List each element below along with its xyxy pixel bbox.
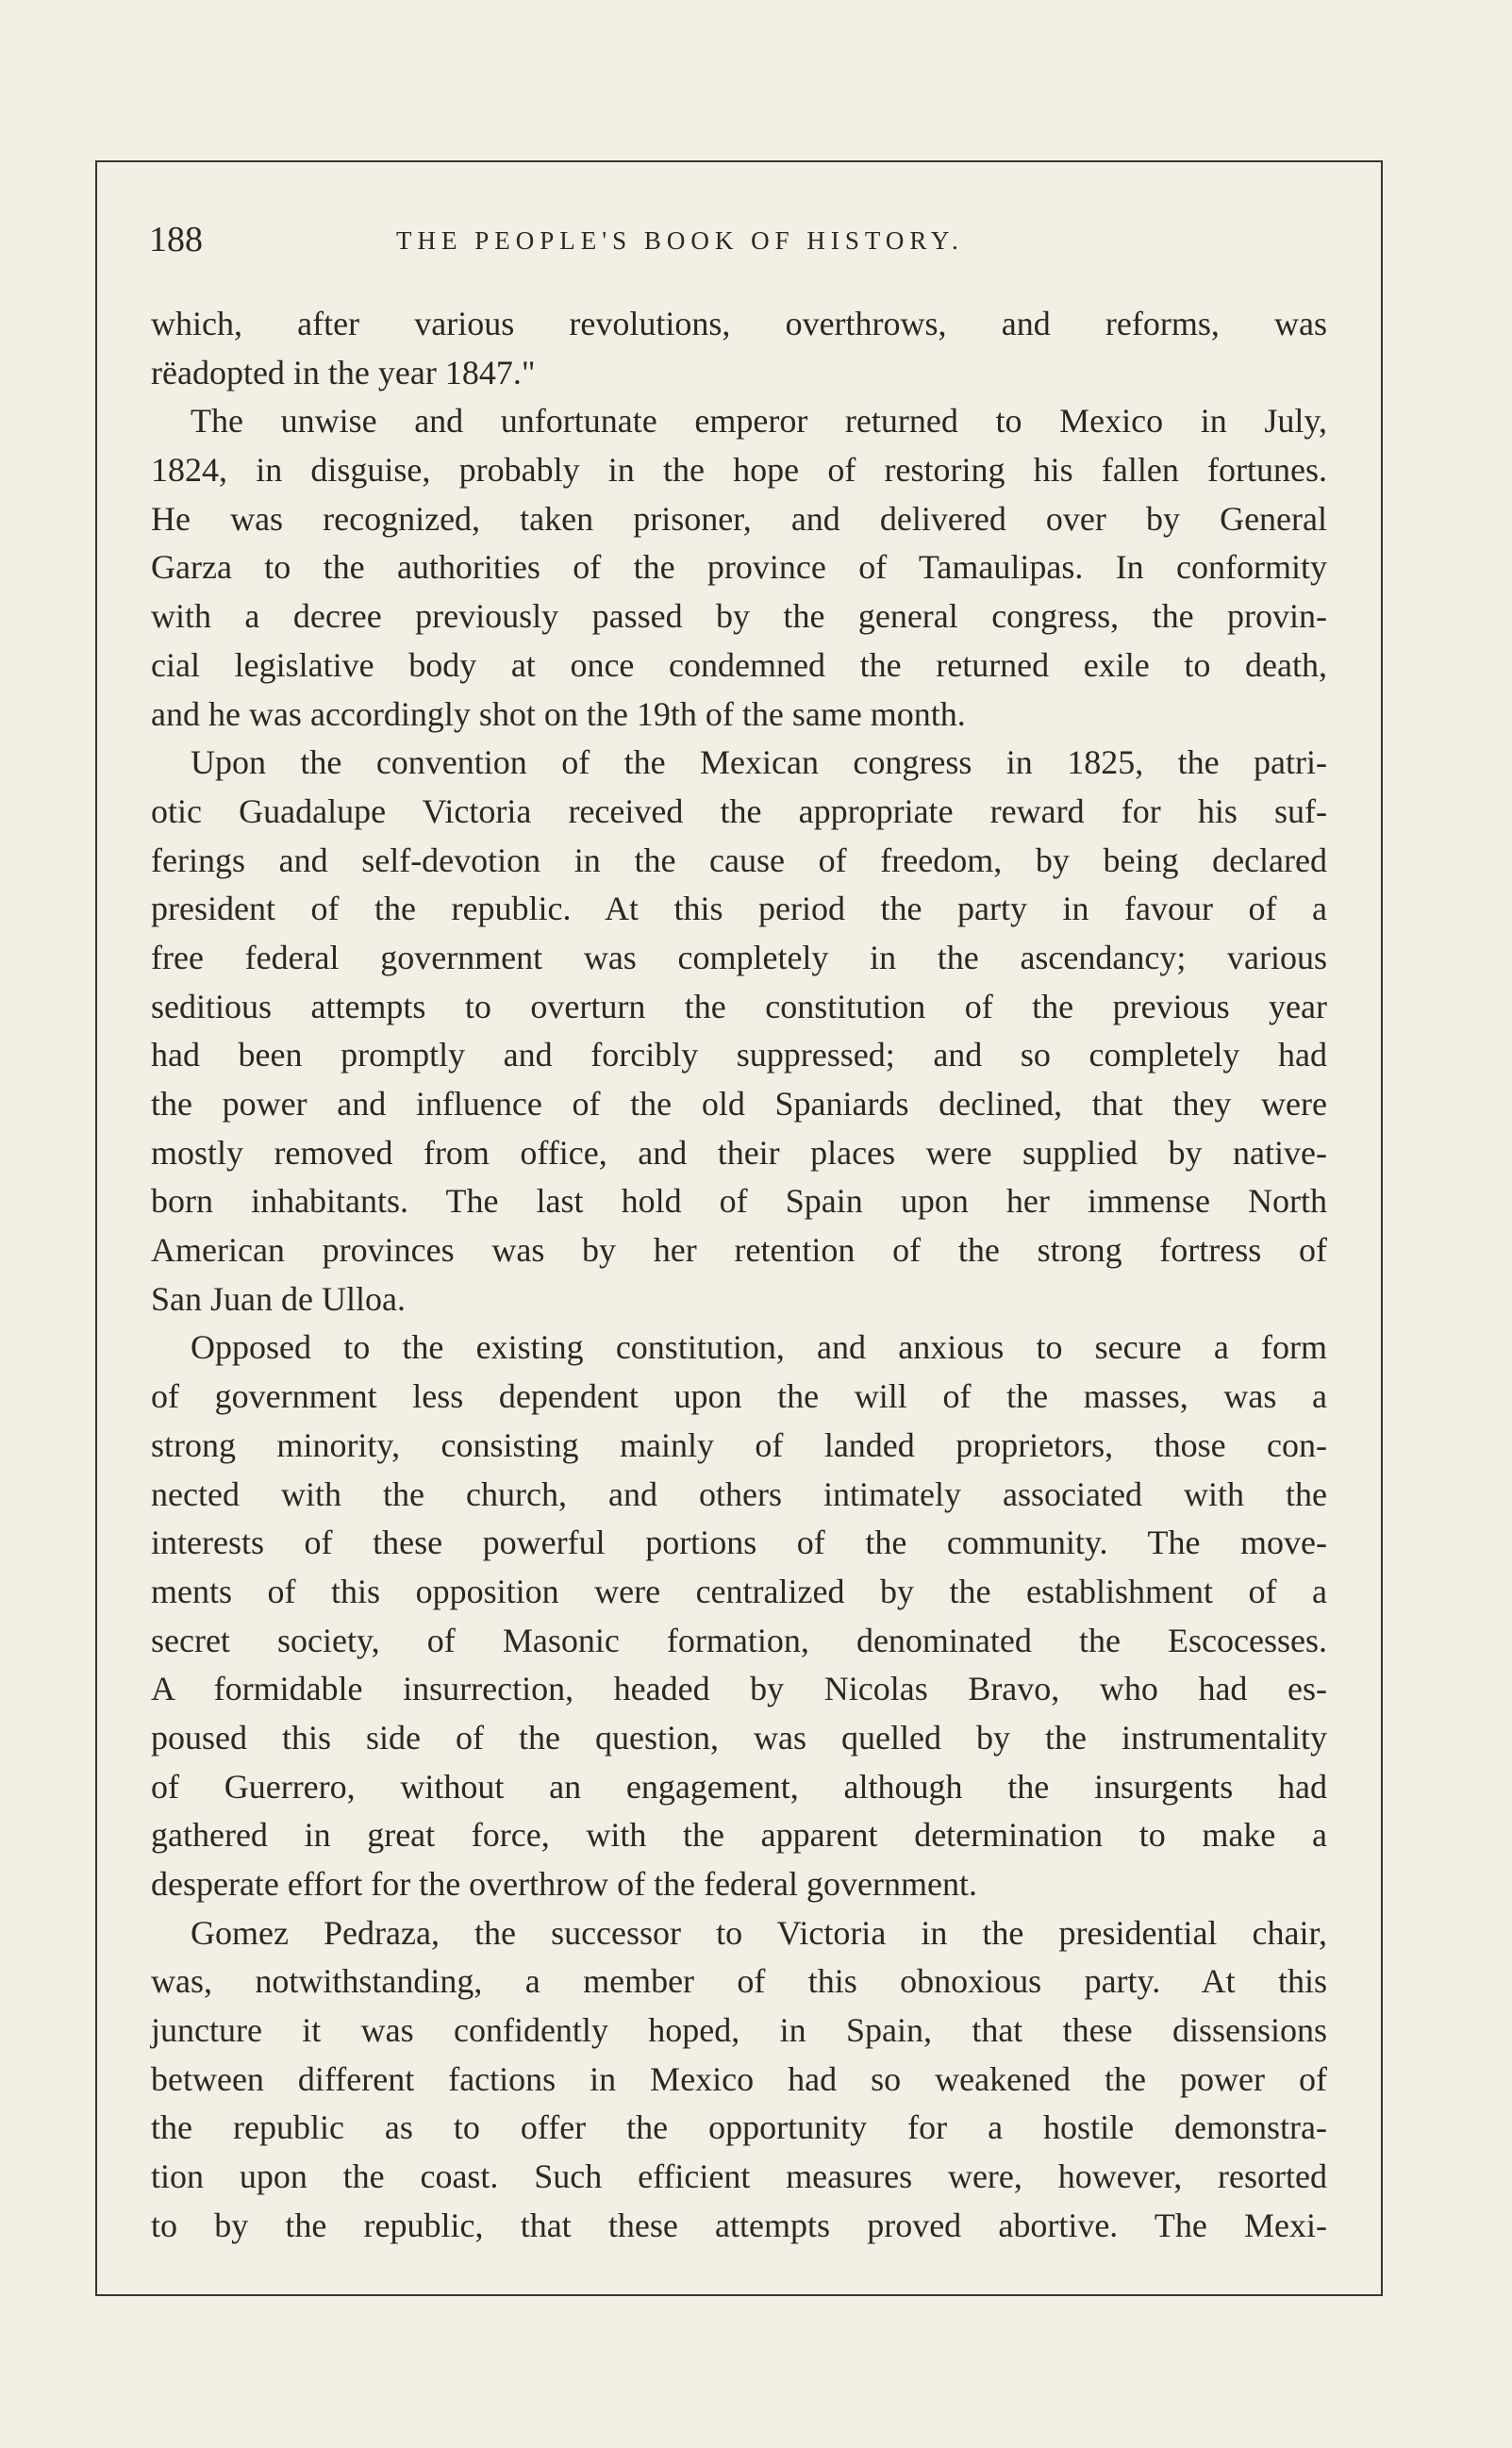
text-line: Gomez Pedraza, the successor to Victoria in the presidential chair, [191, 1913, 1327, 1952]
page-header [149, 219, 1328, 266]
text-line: seditious attempts to overturn the constitution of the previous year [151, 987, 1327, 1025]
text-line: cial legislative body at once condemned the returned exile to death, [151, 645, 1327, 684]
text-line: mostly removed from office, and their places were supplied by native- [151, 1133, 1327, 1172]
text-line: ments of this opposition were centralized by the establishment of a [151, 1572, 1327, 1610]
text-line: interests of these powerful portions of the community. The move- [151, 1524, 1327, 1562]
text-line: 1824, in disguise, probably in the hope of restoring his fallen fortunes. [151, 451, 1327, 490]
text-line: desperate effort for the overthrow of the federal government. [151, 1865, 977, 1903]
text-line: Upon the convention of the Mexican congress in 1825, the patri- [191, 743, 1327, 782]
text-line: had been promptly and forcibly suppressed; and so completely had [151, 1036, 1327, 1074]
running-head: THE PEOPLE'S BOOK OF HISTORY. [396, 226, 964, 255]
text-line: of government less dependent upon the will of the masses, was a [151, 1377, 1327, 1416]
text-line: free federal government was completely in the ascendancy; various [151, 938, 1327, 976]
text-line: with a decree previously passed by the general congress, the provin- [151, 597, 1327, 636]
body-text [151, 300, 1327, 2251]
text-line: Opposed to the existing constitution, and anxious to secure a form [191, 1328, 1327, 1367]
text-line: nected with the church, and others intimately associated with the [151, 1474, 1327, 1513]
text-line: and he was accordingly shot on the 19th of the same month. [151, 694, 966, 733]
text-line: was, notwithstanding, a member of this obnoxious party. At this [151, 1962, 1327, 2001]
text-line: gathered in great force, with the apparent determination to make a [151, 1816, 1327, 1855]
text-line: American provinces was by her retention of the strong fortress of [151, 1231, 1327, 1270]
text-line: to by the republic, that these attempts proved abortive. The Mexi- [151, 2206, 1327, 2244]
text-line: ferings and self-devotion in the cause of freedom, by being declared [151, 841, 1327, 879]
text-line: strong minority, consisting mainly of landed proprietors, those con- [151, 1425, 1327, 1464]
text-line: of Guerrero, without an engagement, although the insurgents had [151, 1767, 1327, 1806]
text-line: between different factions in Mexico had so weakened the power of [151, 2059, 1327, 2098]
text-line: rëadopted in the year 1847." [151, 353, 536, 391]
text-line: which, after various revolutions, overthrows, and reforms, was [151, 305, 1327, 342]
page-number: 188 [149, 220, 203, 259]
text-line: San Juan de Ulloa. [151, 1279, 406, 1318]
text-line: He was recognized, taken prisoner, and delivered over by General [151, 499, 1327, 538]
text-line: Garza to the authorities of the province of Tamaulipas. In conformity [151, 548, 1327, 587]
text-line: the republic as to offer the opportunity for a hostile demonstra- [151, 2108, 1327, 2147]
text-line: born inhabitants. The last hold of Spain upon her immense North [151, 1182, 1327, 1221]
text-line: tion upon the coast. Such efficient measures were, however, resorted [151, 2157, 1327, 2196]
text-line: The unwise and unfortunate emperor returned to Mexico in July, [191, 402, 1327, 441]
text-line: otic Guadalupe Victoria received the appropriate reward for his suf- [151, 791, 1327, 830]
text-line: A formidable insurrection, headed by Nicolas Bravo, who had es- [151, 1670, 1327, 1708]
text-line: president of the republic. At this period the party in favour of a [151, 890, 1327, 928]
text-line: poused this side of the question, was quelled by the instrumentality [151, 1718, 1327, 1757]
text-line: juncture it was confidently hoped, in Spain, that these dissensions [151, 2011, 1327, 2050]
text-line: the power and influence of the old Spaniards declined, that they were [151, 1085, 1327, 1123]
text-line: secret society, of Masonic formation, denominated the Escocesses. [151, 1621, 1327, 1659]
